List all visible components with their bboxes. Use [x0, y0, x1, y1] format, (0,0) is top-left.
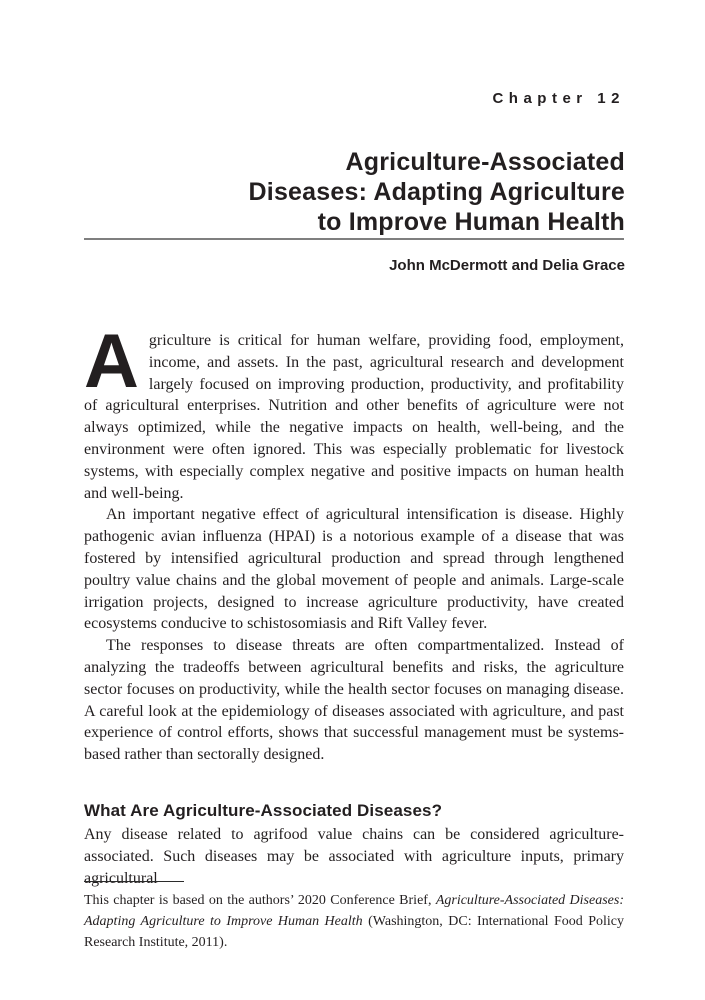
paragraph-intro [84, 319, 624, 504]
footnote-cited-title: Agriculture-Associated Diseases: Adapting Agriculture to Improve Human Health [84, 893, 624, 929]
paragraph-section-intro: Any disease related to agrifood value chains can be considered agriculture-associated. Such diseases may be associated with agriculture inputs, primary agricultural [84, 825, 624, 887]
chapter-title-line-3: to Improve Human Health [317, 208, 625, 236]
paragraph-intro-text: griculture is critical for human welfare, providing food, employment, income, and assets. In the past, agricultural research and development largely focused on improving production, productivity, and profitability of agricultural enterprises. Nutrition and other benefits of agriculture were not always optimized, while the negative impacts on health, well-being, and the environment were often ignored. This was especially problematic for livestock systems, with especially complex negative and positive impacts on human health and well-being. [84, 332, 624, 502]
chapter-title-line-1: Agriculture-Associated [345, 148, 625, 176]
footnote-text-suffix: (Washington, DC: International Food Policy Research Institute, 2011). [84, 914, 625, 950]
footnote-text [84, 890, 624, 953]
chapter-label: Chapter 12 [492, 90, 625, 107]
chapter-title-line-2: Diseases: Adapting Agriculture [248, 178, 625, 206]
body-text [84, 319, 624, 889]
chapter-title [84, 147, 625, 237]
dropcap-letter: A [84, 319, 139, 404]
paragraph-hpai: An important negative effect of agricultural intensification is disease. Highly pathogenic avian influenza (HPAI) is a notorious example of a disease that was fostered by intensified agricultural production and spread through lengthened poultry value chains and the global movement of people and animals. Large-scale irrigation projects, designed to increase agriculture productivity, have created ecosystems conducive to schistosomiasis and Rift Valley fever. [84, 506, 624, 633]
footnote-text-prefix: This chapter is based on the authors’ 2020 Conference Brief, [84, 893, 436, 908]
title-divider-rule [84, 238, 624, 240]
footnote-divider-rule [84, 881, 184, 882]
paragraph-responses: The responses to disease threats are often compartmentalized. Instead of analyzing the tradeoffs between agricultural benefits and risks, the agriculture sector focuses on productivity, while the health sector focuses on managing disease. A careful look at the epidemiology of diseases associated with agriculture, and past experience of control efforts, shows that successful management must be systems-based rather than sectorally designed. [84, 637, 624, 764]
footnote [84, 881, 624, 953]
section-heading: What Are Agriculture-Associated Diseases? [84, 800, 443, 820]
authors-byline: John McDermott and Delia Grace [389, 257, 625, 274]
